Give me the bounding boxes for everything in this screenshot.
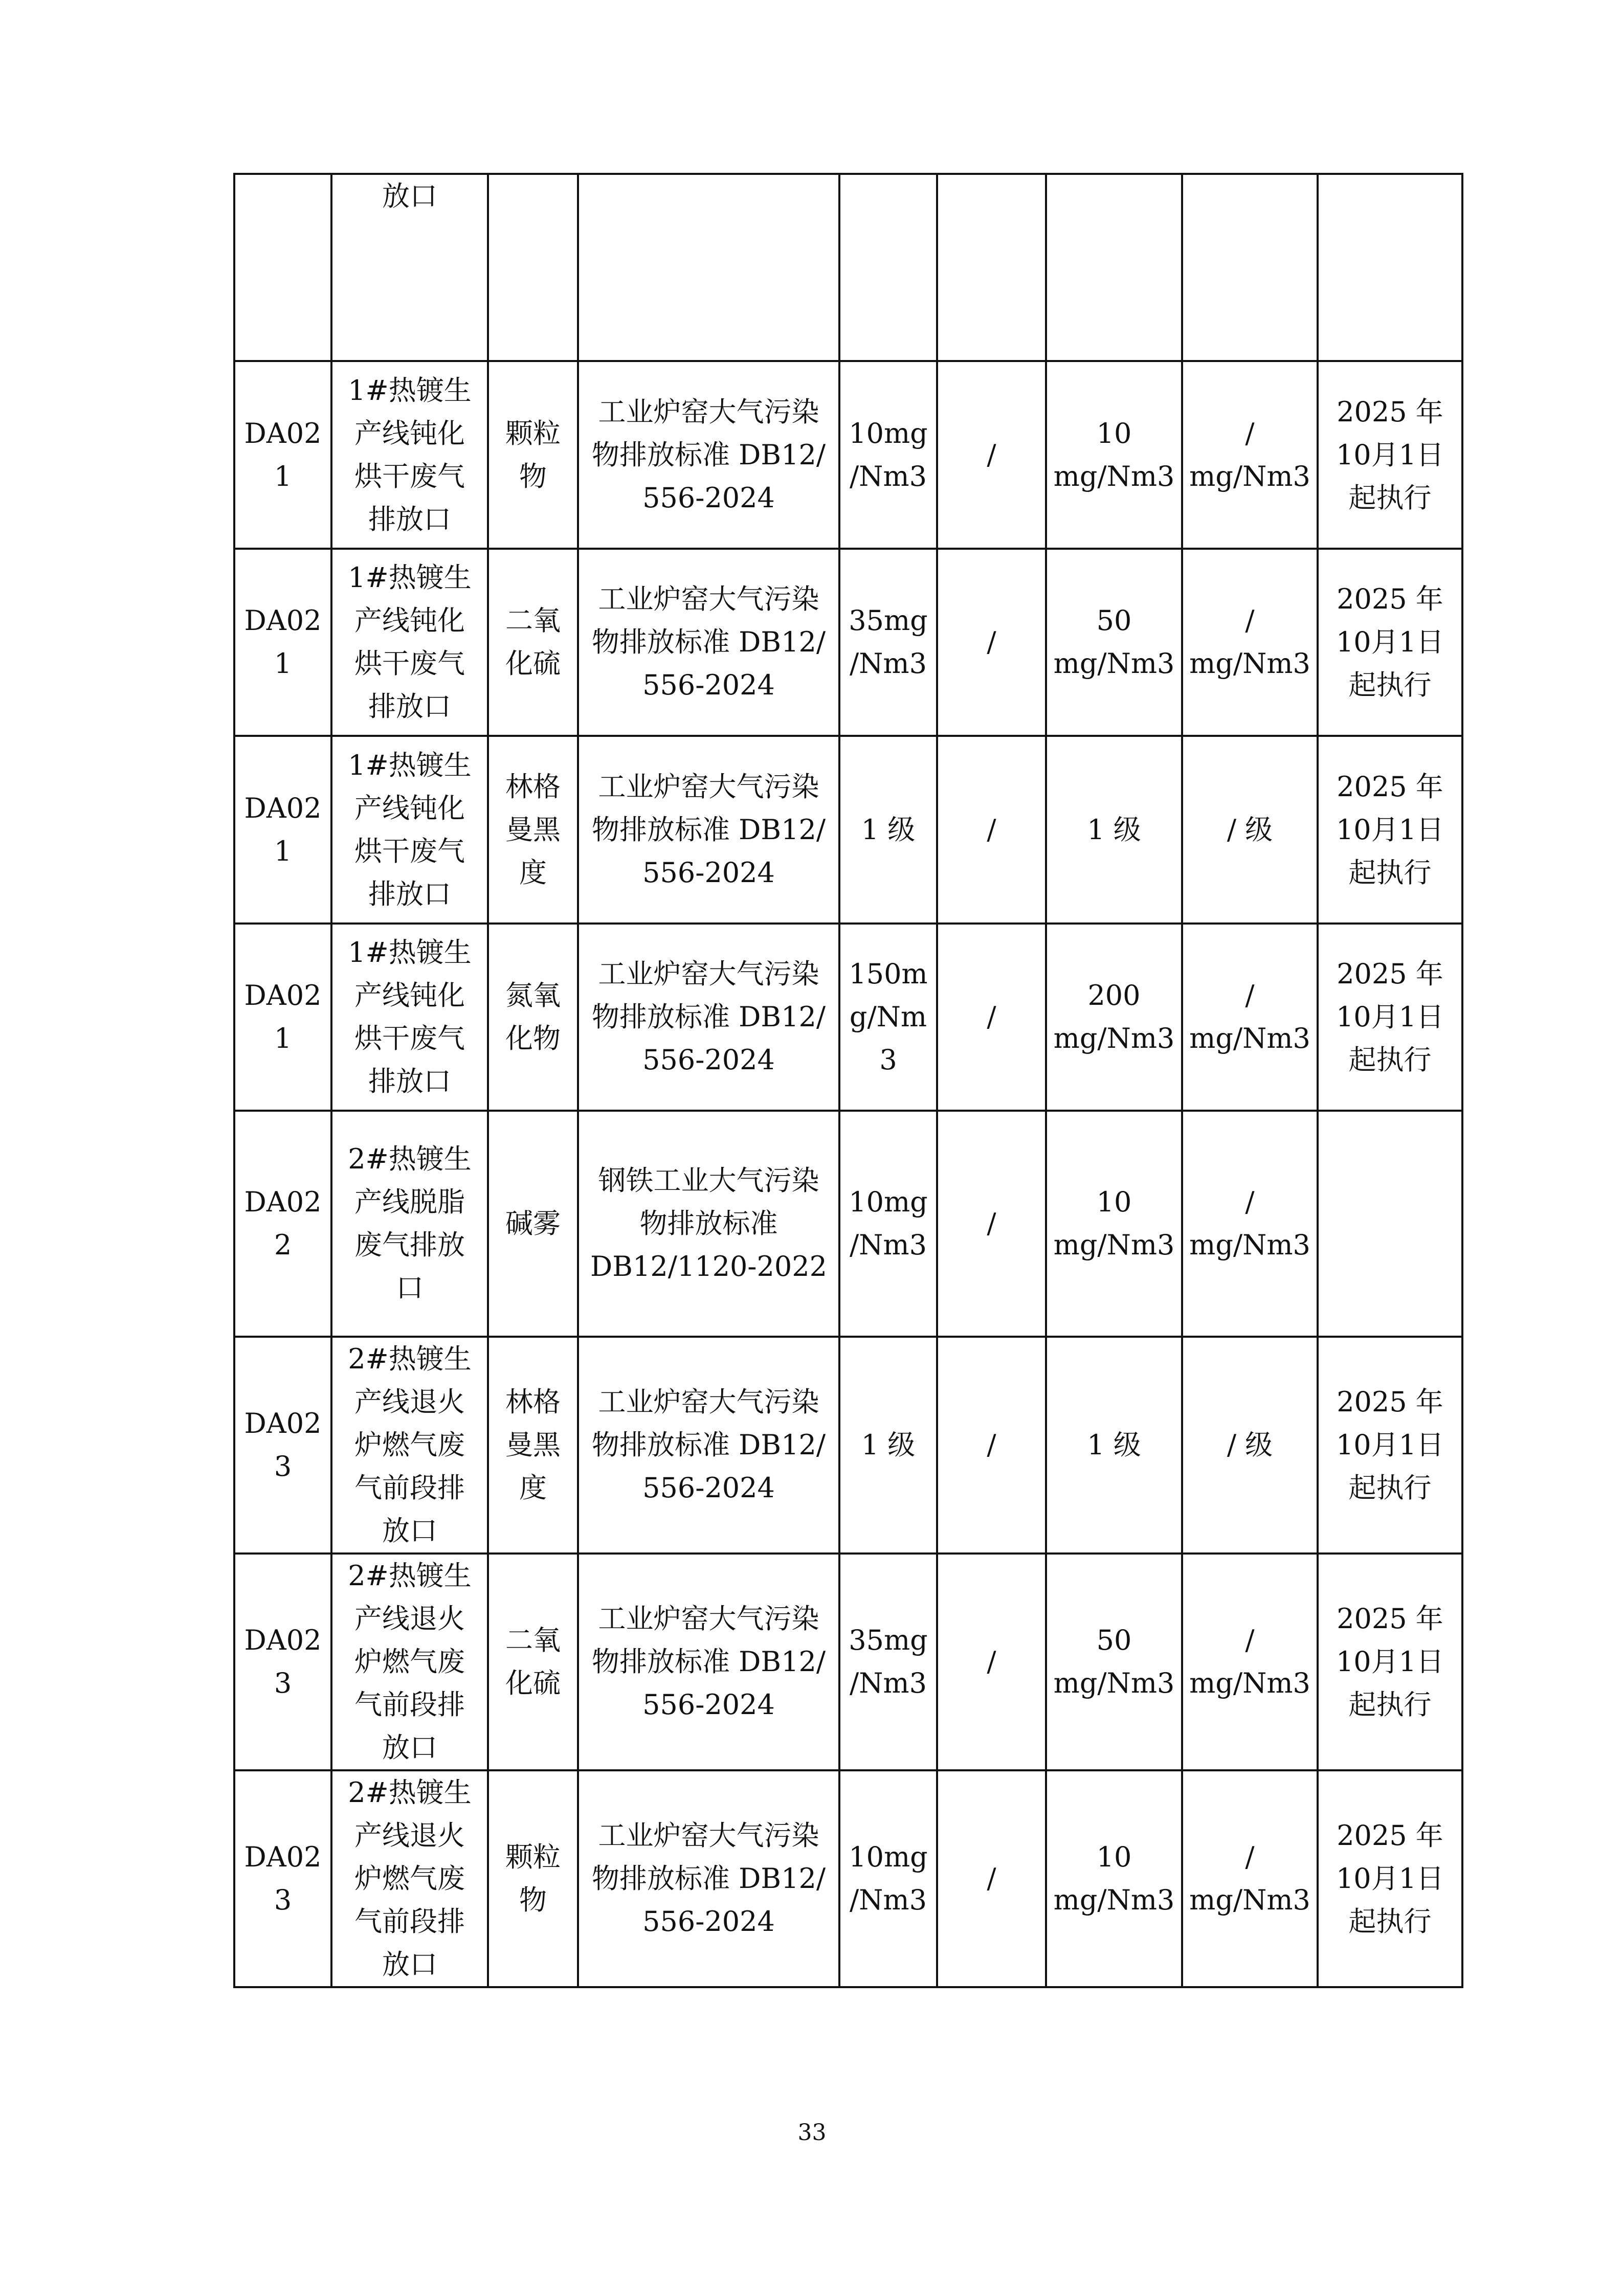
table-row (234, 361, 1462, 549)
cell-rate-limit: / mg/Nm3 (1182, 549, 1318, 736)
cell-pollutant: 碱雾 (488, 1111, 578, 1337)
cell-outlet-name: 2#热镀生 产线脱脂 废气排放 口 (331, 1111, 488, 1337)
cell-pollutant (488, 174, 578, 361)
cell-effective-date: 2025 年 10月1日 起执行 (1318, 549, 1462, 736)
cell-blank-limit: / (937, 1111, 1046, 1337)
cell-limit-value: 35mg /Nm3 (839, 1554, 937, 1770)
cell-rate-limit: / 级 (1182, 1337, 1318, 1554)
cell-rate-limit: / 级 (1182, 736, 1318, 924)
cell-standard: 工业炉窑大气污染 物排放标准 DB12/ 556-2024 (578, 1337, 839, 1554)
cell-rate-limit: / mg/Nm3 (1182, 924, 1318, 1111)
cell-outlet-name: 2#热镀生 产线退火 炉燃气废 气前段排 放口 (331, 1554, 488, 1770)
cell-blank-limit: / (937, 1337, 1046, 1554)
table-row (234, 924, 1462, 1111)
table-row (234, 174, 1462, 361)
table-row (234, 1111, 1462, 1337)
cell-blank-limit (937, 174, 1046, 361)
cell-pollutant: 颗粒 物 (488, 361, 578, 549)
cell-effective-date: 2025 年 10月1日 起执行 (1318, 1554, 1462, 1770)
cell-rate-limit: / mg/Nm3 (1182, 1770, 1318, 1987)
cell-concentration-limit: 10 mg/Nm3 (1046, 1770, 1182, 1987)
cell-effective-date: 2025 年 10月1日 起执行 (1318, 361, 1462, 549)
cell-limit-value: 10mg /Nm3 (839, 1770, 937, 1987)
cell-outlet-code: DA02 2 (234, 1111, 331, 1337)
cell-outlet-name: 放口 (331, 174, 488, 361)
cell-standard: 钢铁工业大气污染 物排放标准 DB12/1120-2022 (578, 1111, 839, 1337)
cell-blank-limit: / (937, 549, 1046, 736)
cell-effective-date: 2025 年 10月1日 起执行 (1318, 736, 1462, 924)
cell-pollutant: 氮氧 化物 (488, 924, 578, 1111)
cell-outlet-code: DA02 1 (234, 549, 331, 736)
cell-outlet-code: DA02 1 (234, 736, 331, 924)
cell-concentration-limit: 50 mg/Nm3 (1046, 549, 1182, 736)
cell-outlet-name: 1#热镀生 产线钝化 烘干废气 排放口 (331, 736, 488, 924)
cell-limit-value: 10mg /Nm3 (839, 361, 937, 549)
cell-pollutant: 二氧 化硫 (488, 1554, 578, 1770)
cell-pollutant: 林格 曼黑 度 (488, 736, 578, 924)
cell-outlet-code: DA02 3 (234, 1770, 331, 1987)
cell-concentration-limit: 10 mg/Nm3 (1046, 1111, 1182, 1337)
cell-standard (578, 174, 839, 361)
table-row (234, 1337, 1462, 1554)
cell-concentration-limit: 1 级 (1046, 736, 1182, 924)
cell-concentration-limit: 1 级 (1046, 1337, 1182, 1554)
cell-pollutant: 颗粒 物 (488, 1770, 578, 1987)
cell-concentration-limit: 50 mg/Nm3 (1046, 1554, 1182, 1770)
cell-effective-date: 2025 年 10月1日 起执行 (1318, 924, 1462, 1111)
cell-effective-date: 2025 年 10月1日 起执行 (1318, 1337, 1462, 1554)
cell-outlet-code: DA02 1 (234, 924, 331, 1111)
cell-effective-date: 2025 年 10月1日 起执行 (1318, 1770, 1462, 1987)
cell-concentration-limit: 200 mg/Nm3 (1046, 924, 1182, 1111)
cell-effective-date (1318, 1111, 1462, 1337)
cell-limit-value (839, 174, 937, 361)
cell-limit-value: 35mg /Nm3 (839, 549, 937, 736)
table-row (234, 736, 1462, 924)
cell-rate-limit (1182, 174, 1318, 361)
cell-limit-value: 1 级 (839, 736, 937, 924)
cell-blank-limit: / (937, 361, 1046, 549)
cell-limit-value: 1 级 (839, 1337, 937, 1554)
emission-standards-table (233, 173, 1463, 1988)
cell-blank-limit: / (937, 736, 1046, 924)
cell-outlet-name: 2#热镀生 产线退火 炉燃气废 气前段排 放口 (331, 1337, 488, 1554)
cell-outlet-name: 1#热镀生 产线钝化 烘干废气 排放口 (331, 361, 488, 549)
cell-outlet-code: DA02 3 (234, 1337, 331, 1554)
cell-pollutant: 林格 曼黑 度 (488, 1337, 578, 1554)
cell-outlet-code (234, 174, 331, 361)
page-number: 33 (797, 2120, 827, 2146)
cell-rate-limit: / mg/Nm3 (1182, 1111, 1318, 1337)
cell-standard: 工业炉窑大气污染 物排放标准 DB12/ 556-2024 (578, 549, 839, 736)
cell-outlet-name: 1#热镀生 产线钝化 烘干废气 排放口 (331, 549, 488, 736)
cell-standard: 工业炉窑大气污染 物排放标准 DB12/ 556-2024 (578, 924, 839, 1111)
cell-outlet-name: 2#热镀生 产线退火 炉燃气废 气前段排 放口 (331, 1770, 488, 1987)
cell-outlet-code: DA02 3 (234, 1554, 331, 1770)
cell-standard: 工业炉窑大气污染 物排放标准 DB12/ 556-2024 (578, 736, 839, 924)
cell-concentration-limit: 10 mg/Nm3 (1046, 361, 1182, 549)
cell-outlet-code: DA02 1 (234, 361, 331, 549)
cell-standard: 工业炉窑大气污染 物排放标准 DB12/ 556-2024 (578, 1554, 839, 1770)
table-row (234, 1554, 1462, 1770)
cell-blank-limit: / (937, 1554, 1046, 1770)
table-row (234, 1770, 1462, 1987)
cell-blank-limit: / (937, 1770, 1046, 1987)
cell-limit-value: 10mg /Nm3 (839, 1111, 937, 1337)
cell-effective-date (1318, 174, 1462, 361)
cell-standard: 工业炉窑大气污染 物排放标准 DB12/ 556-2024 (578, 1770, 839, 1987)
cell-standard: 工业炉窑大气污染 物排放标准 DB12/ 556-2024 (578, 361, 839, 549)
cell-outlet-name: 1#热镀生 产线钝化 烘干废气 排放口 (331, 924, 488, 1111)
table-row (234, 549, 1462, 736)
cell-rate-limit: / mg/Nm3 (1182, 361, 1318, 549)
cell-pollutant: 二氧 化硫 (488, 549, 578, 736)
cell-concentration-limit (1046, 174, 1182, 361)
cell-blank-limit: / (937, 924, 1046, 1111)
cell-rate-limit: / mg/Nm3 (1182, 1554, 1318, 1770)
cell-limit-value: 150m g/Nm 3 (839, 924, 937, 1111)
